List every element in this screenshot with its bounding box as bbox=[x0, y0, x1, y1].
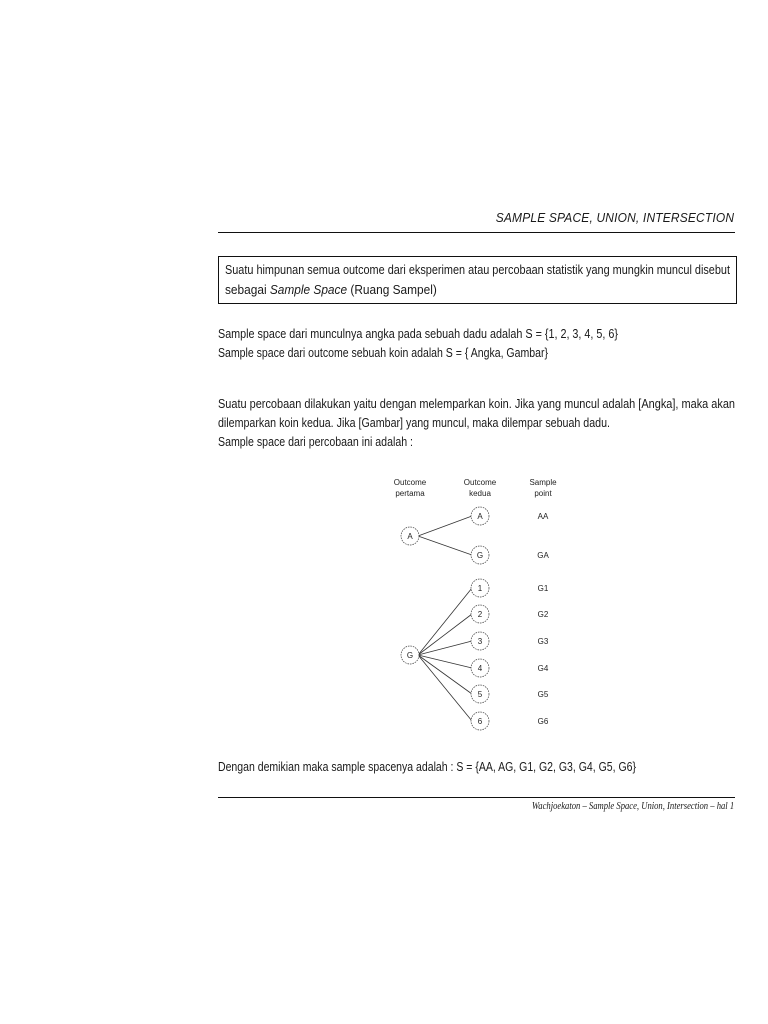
tree-diagram-svg bbox=[380, 474, 580, 734]
footer-rule bbox=[218, 797, 735, 798]
sample-point-label: G2 bbox=[537, 610, 549, 619]
header-outcome-kedua-line2: kedua bbox=[469, 489, 491, 498]
examples-paragraph bbox=[218, 324, 735, 362]
sample-point-label: G5 bbox=[537, 690, 549, 699]
branch-line bbox=[418, 516, 472, 536]
page-footer: Wachjoekaton – Sample Space, Union, Intersection – hal 1 bbox=[531, 801, 734, 812]
conclusion-line: Dengan demikian maka sample spacenya adalah : S = {AA, AG, G1, G2, G3, G4, G5, G6} bbox=[218, 759, 636, 774]
branch-line bbox=[418, 641, 472, 655]
branch-line bbox=[418, 536, 472, 555]
branch-line bbox=[418, 614, 472, 655]
sample-point-label: AA bbox=[537, 512, 549, 521]
experiment-line-3: Sample space dari percobaan ini adalah : bbox=[218, 434, 414, 449]
experiment-line-2: dilemparkan koin kedua. Jika [Gambar] yang muncul, maka dilempar sebuah dadu. bbox=[218, 415, 610, 430]
header-rule bbox=[218, 232, 735, 233]
experiment-paragraph bbox=[218, 394, 735, 451]
sample-point-label: G4 bbox=[537, 664, 549, 673]
definition-term: Sample Space bbox=[269, 282, 348, 297]
definition-suffix: (Ruang Sampel) bbox=[347, 282, 437, 297]
header-sample-point-line1: Sample bbox=[529, 478, 557, 487]
sample-point-label: GA bbox=[537, 551, 549, 560]
header-outcome-pertama-line2: pertama bbox=[395, 489, 425, 498]
example-coin-line: Sample space dari outcome sebuah koin adalah S = { Angka, Gambar} bbox=[218, 345, 548, 360]
definition-box bbox=[218, 256, 737, 304]
root-node-label: G bbox=[406, 651, 414, 660]
sample-point-label: G3 bbox=[537, 637, 549, 646]
sample-point-label: G6 bbox=[537, 717, 549, 726]
header-sample-point-line2: point bbox=[534, 489, 552, 498]
definition-line-2 bbox=[225, 280, 680, 300]
page-header-title: SAMPLE SPACE, UNION, INTERSECTION bbox=[495, 210, 734, 225]
branch-line bbox=[418, 655, 472, 668]
conclusion-paragraph bbox=[218, 757, 735, 776]
header-outcome-pertama-line1: Outcome bbox=[393, 478, 427, 487]
child-node-label: 2 bbox=[477, 610, 483, 619]
sample-point-label: G1 bbox=[537, 584, 549, 593]
definition-prefix: sebagai bbox=[225, 282, 270, 297]
header-outcome-kedua-line1: Outcome bbox=[463, 478, 497, 487]
branch-line bbox=[418, 588, 472, 655]
child-node-label: 4 bbox=[477, 664, 483, 673]
example-dice-line: Sample space dari munculnya angka pada sebuah dadu adalah S = {1, 2, 3, 4, 5, 6} bbox=[218, 326, 618, 341]
child-node-label: 6 bbox=[477, 717, 483, 726]
child-node-label: 3 bbox=[477, 637, 483, 646]
definition-line-1: Suatu himpunan semua outcome dari eksperimen atau percobaan statistik yang mungkin muncul disebut bbox=[225, 262, 730, 277]
child-node-label: 1 bbox=[477, 584, 483, 593]
child-node-label: A bbox=[477, 512, 483, 521]
child-node-label: 5 bbox=[477, 690, 483, 699]
root-node-label: A bbox=[407, 532, 413, 541]
child-node-label: G bbox=[476, 551, 484, 560]
experiment-line-1: Suatu percobaan dilakukan yaitu dengan melemparkan koin. Jika yang muncul adalah [Angka], maka akan bbox=[218, 396, 736, 411]
tree-diagram bbox=[380, 474, 580, 734]
